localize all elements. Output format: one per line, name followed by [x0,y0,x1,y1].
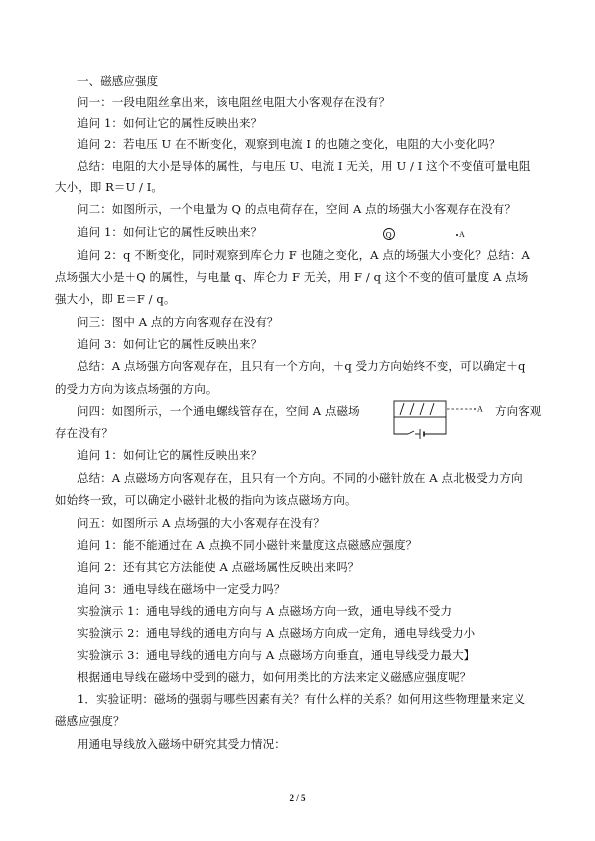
text-line: 追问 2：还有其它方法能使 A 点磁场属性反映出来吗？ [77,560,360,574]
text-line: 总结：A 点场强方向客观存在，且只有一个方向，＋q 受力方向始终不变，可以确定＋q [77,359,526,373]
text-line: 追问 1：如何让它的属性反映出来？ [77,116,263,130]
text-line: 追问 3：通电导线在磁场中一定受力吗？ [77,582,286,596]
text-line: 问一：一段电阻丝拿出来，该电阻丝电阻大小客观存在没有？ [77,95,391,109]
point-a-dot [474,408,476,410]
text-line: 问五：如图所示 A 点场强的大小客观存在没有？ [77,516,325,530]
text-line: 问三：图中 A 点的方向客观存在没有？ [77,315,279,329]
text-line: 总结：电阻的大小是导体的属性，与电压 U、电流 I 无关，用 U / I 这个不变值可量电阻 [77,159,531,173]
solenoid-figure [386,398,498,444]
text-line: 实验演示 1：通电导线的通电方向与 A 点磁场方向一致，通电导线不受力 [77,604,453,618]
text-line: 1．实验证明：磁场的强弱与哪些因素有关？有什么样的关系？如何用这些物理量来定义 [77,692,526,706]
text-line: 强大小，即 E＝F / q。 [55,292,176,306]
point-charge-figure [380,224,500,246]
text-line: 追问 3：如何让它的属性反映出来？ [77,337,263,351]
text-line: 存在没有？ [55,426,113,440]
text-line: 磁感应强度？ [55,714,125,728]
text-line: 问四：如图所示，一个通电螺线管存在，空间 A 点磁场 [77,404,360,418]
text-line: 问二：如图所示，一个电量为 Q 的点电荷存在，空间 A 点的场强大小客观存在没有？ [77,202,516,216]
solenoid-coils [400,403,434,415]
text-line: 的受力方向为该点场强的方向。 [55,382,218,396]
text-line: 追问 2：若电压 U 在不断变化，观察到电流 I 的也随之变化，电阻的大小变化吗？ [77,137,501,151]
point-a-dot [456,234,458,236]
text-line: 追问 1：如何让它的属性反映出来？ [77,448,263,462]
page-number: 2 / 5 [289,793,306,803]
text-line: 追问 1：能不能通过在 A 点换不同小磁针来量度这点磁感应强度？ [77,538,418,552]
circuit-wire [394,417,408,434]
charge-label: Q [385,230,392,240]
text-line: 实验演示 2：通电导线的通电方向与 A 点磁场方向成一定角，通电导线受力小 [77,626,476,640]
text-line: 如始终一致，可以确定小磁针北极的指向为该点磁场方向。 [55,493,357,507]
text-line: 追问 2：q 不断变化，同时观察到库仑力 F 也随之变化，A 点的场强大小变化？总结：A [77,248,530,262]
text-line: 根据通电导线在磁场中受到的磁力，如何用类比的方法来定义磁感应强度呢？ [77,670,472,684]
point-a-label: A [459,230,465,239]
text-line: 总结：A 点磁场方向客观存在，且只有一个方向。不同的小磁针放在 A 点北极受力方向 [77,471,523,485]
text-line: 用通电导线放入磁场中研究其受力情况： [77,737,286,751]
text-line: 追问 1：如何让它的属性反映出来？ [77,225,263,239]
circuit-wire [424,417,446,434]
text-line: 大小，即 R＝U / I。 [55,180,164,194]
section-heading: 一、磁感应强度 [77,74,159,88]
text-line: 方向客观 [495,404,542,418]
point-a-label: A [477,404,483,414]
switch-arm [408,431,414,434]
text-line: 实验演示 3：通电导线的通电方向与 A 点磁场方向垂直，通电导线受力最大】 [77,648,476,662]
text-line: 点场强大小是＋Q 的属性，与电量 q、库仑力 F 无关，用 F / q 这个不变的值可量度 A 点场 [55,270,529,284]
